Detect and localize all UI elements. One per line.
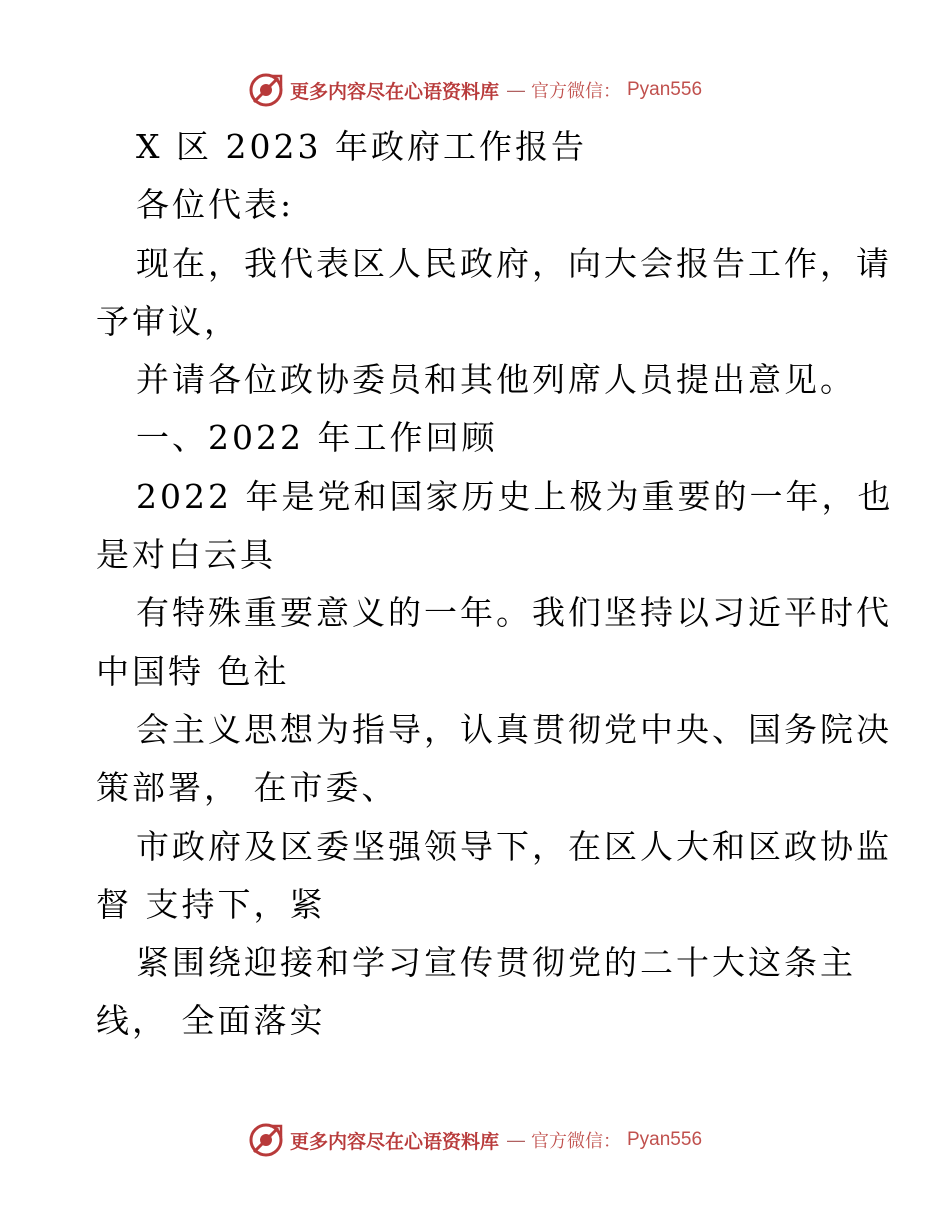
paragraph-line: 督 支持下，紧 <box>96 884 326 924</box>
stamp-logo-icon <box>248 72 284 108</box>
watermark-brand: 更多内容尽在心语资料库 <box>289 80 499 103</box>
section-heading: 一、2022 年工作回顾 <box>136 418 498 458</box>
paragraph-line: 市政府及区委坚强领导下，在区人大和区政协监 <box>136 826 892 866</box>
watermark-wechat-label: 官方微信： <box>531 81 621 102</box>
paragraph-line: 并请各位政协委员和其他列席人员提出意见。 <box>136 360 856 400</box>
paragraph-line: 是对白云具 <box>96 535 276 575</box>
paragraph-line: 会主义思想为指导，认真贯彻党中央、国务院决 <box>136 709 892 749</box>
watermark-brand: 更多内容尽在心语资料库 <box>289 1130 499 1153</box>
paragraph-line: 予审议， <box>96 301 240 341</box>
watermark-wechat-id: Pyan556 <box>627 1129 703 1150</box>
paragraph-line: 策部署， 在市委、 <box>96 768 398 808</box>
stamp-logo-icon <box>248 1122 284 1158</box>
document-title: X 区 2023 年政府工作报告 <box>136 127 587 166</box>
watermark-wechat-label: 官方微信： <box>531 1131 621 1152</box>
watermark-wechat-id: Pyan556 <box>627 79 703 100</box>
salutation: 各位代表: <box>136 185 295 225</box>
watermark-separator: — <box>507 79 525 100</box>
footer-watermark <box>0 1118 950 1162</box>
paragraph-line: 紧围绕迎接和学习宣传贯彻党的二十大这条主 <box>136 943 856 983</box>
watermark-separator: — <box>507 1129 525 1150</box>
document-body <box>96 118 894 1051</box>
paragraph-line: 现在，我代表区人民政府，向大会报告工作，请 <box>136 243 892 283</box>
paragraph-line: 线， 全面落实 <box>96 1001 326 1041</box>
paragraph-line: 2022 年是党和国家历史上极为重要的一年，也 <box>136 476 894 516</box>
paragraph-line: 中国特 色社 <box>96 651 290 691</box>
header-watermark <box>0 68 950 112</box>
paragraph-line: 有特殊重要意义的一年。我们坚持以习近平时代 <box>136 593 892 633</box>
